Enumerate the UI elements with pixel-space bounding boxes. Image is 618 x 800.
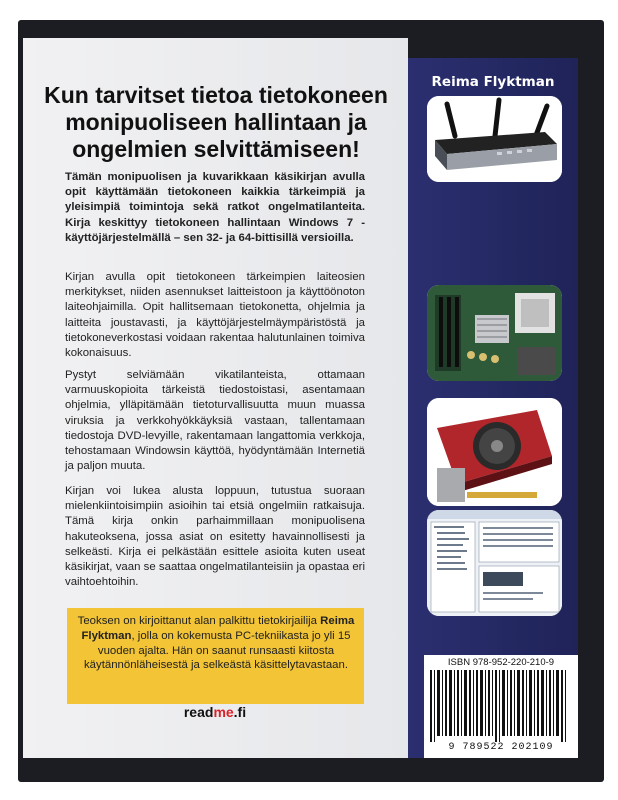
body-paragraph: Kirjan avulla opit tietokoneen tärkeimpien laiteosien merkitykset, niiden asennukset laitteistoon ja käyttöönoton laiteohjaimilla. Opit hallitsemaan tietokonetta, ohjelmia ja laitteita joustavasti, ja käyttöjärjestelmäympäristöstä ja tietokoneverkostasi voidaan rakentaa halutunlainen toimiva kokonaisuus. <box>65 271 365 360</box>
headline-line: Kun tarvitset tietoa tietokoneen <box>44 82 388 108</box>
barcode-icon <box>428 670 574 742</box>
isbn-digits: 9 789522 202109 <box>448 742 554 753</box>
author-pre-text: Teoksen on kirjoittanut alan palkittu tietokirjailija <box>77 615 317 627</box>
graphics-card-image <box>427 398 562 506</box>
author-description <box>75 614 357 673</box>
publisher-logo <box>130 704 300 720</box>
body-paragraph: Kirjan voi lukea alusta loppuun, tutustua suoraan mielenkiintoisimpiin asioihin tai etsiä ongelmiin ratkaisuja. Tämä kirja onkin parhaimmillaan monipuolisena hakuteoksena, jossa asiat on esitetty havainnollisesti ja selkeästi. Kirja ei pelkästään esittele asioita kuten useat käsikirjat, vaan se saattaa ongelmatilanteisiin ja opastaa eri vaihtoehtoihin. <box>65 485 365 589</box>
sidebar-author-name: Reima Flyktman <box>431 74 555 90</box>
body-paragraph: Pystyt selviämään vikatilanteista, ottamaan varmuuskopioita tärkeistä tiedostoistasi, asentamaan ohjelmia, ylläpitämään tietoturvallisuutta muun muassa viruksia ja verkkohyökkäyksiä vastaan, tallentamaan tiedostoja DVD-levyille, rakentamaan langattomia verkkoja, tehostamaan Windowsin käyttöä, hyödyntämään Internetiä ja paljon muuta. <box>65 369 365 473</box>
headline-line: ongelmien selvittämiseen! <box>72 136 360 162</box>
isbn-label: ISBN 978-952-220-210-9 <box>447 657 555 668</box>
intro-paragraph: Tämän monipuolisen ja kuvarikkaan käsikirjan avulla opit käyttämään tietokoneen kaikkia tärkeimpiä ja yleisimpiä toimintoja sekä ratkot ongelmatilanteita. Kirja keskittyy tietokoneen hallintaan Windows 7 -käyttöjärjestelmällä – sen 32- ja 64-bittisillä versioilla. <box>65 171 365 244</box>
logo-part3: .fi <box>233 704 247 720</box>
windows-screenshot-image <box>427 510 562 616</box>
router-image <box>427 96 562 182</box>
logo-part1: read <box>183 704 214 720</box>
motherboard-image <box>427 285 562 381</box>
logo-part2: me <box>213 704 234 720</box>
headline <box>30 82 402 163</box>
author-post-text: , jolla on kokemusta PC-tekniikasta jo yli 15 vuoden ajalta. Hän on saanut runsaasti kiitosta käytännönläheisestä ja selkeästä käsittelytavastaan. <box>83 629 351 672</box>
headline-line: monipuoliseen hallintaan ja <box>65 109 367 135</box>
author-name-bold: Reima Flyktman <box>81 615 355 642</box>
